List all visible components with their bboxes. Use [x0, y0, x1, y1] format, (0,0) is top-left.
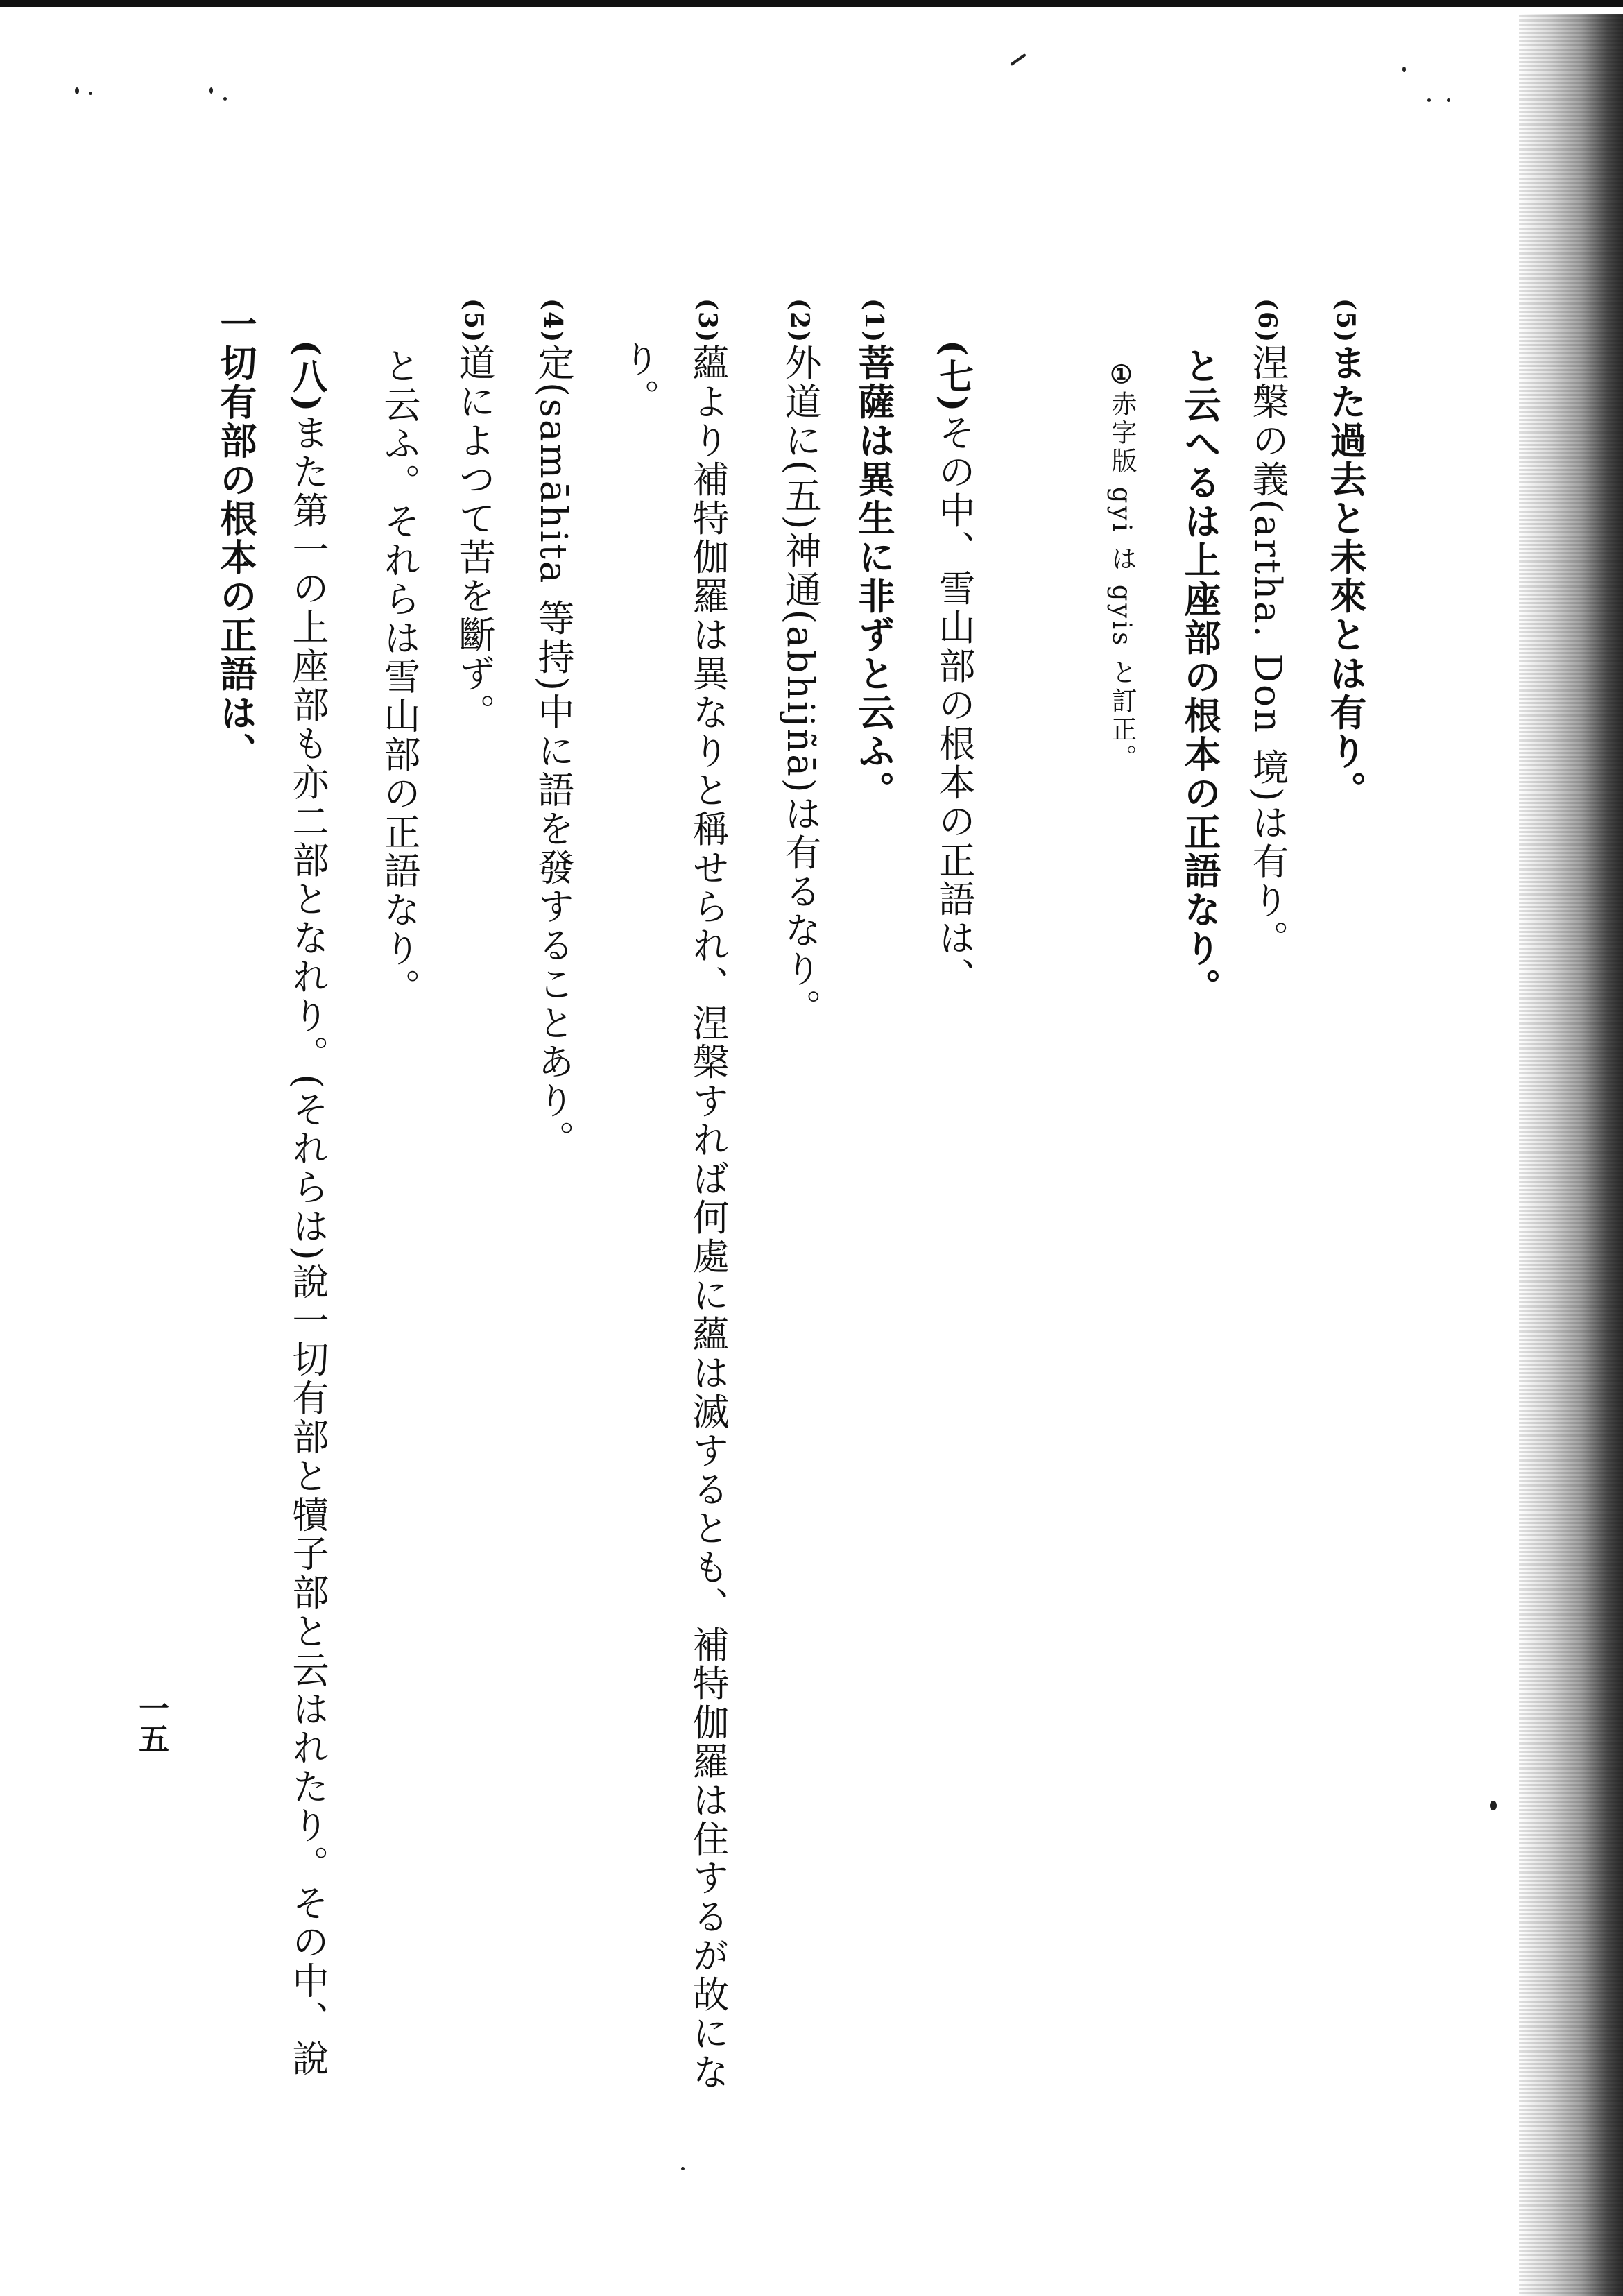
note-marker: (2) [785, 298, 814, 344]
text-column [529, 298, 577, 1159]
column-text: 一切有部の根本の正語は、 [214, 305, 257, 771]
scan-speck [209, 87, 213, 94]
text-column [212, 305, 260, 771]
scan-speck [681, 2167, 685, 2170]
text-column [1243, 298, 1291, 959]
scan-speck [1490, 1801, 1497, 1810]
column-text: 定(samāhita 等持)中に語を發することあり。 [532, 343, 574, 1159]
scan-speck [1427, 98, 1431, 102]
page-number: 一五 [133, 1693, 169, 1754]
footnote-text: 赤字版 gyi は gyis と訂正。 [1107, 391, 1137, 773]
footnote-column [1097, 361, 1146, 773]
note-marker: (4) [538, 298, 567, 344]
scan-speck [89, 92, 92, 95]
column-text: 道によつて苦を斷ず。 [453, 343, 495, 733]
text-column [683, 298, 732, 2091]
text-column [283, 340, 332, 2078]
text-column [1176, 347, 1224, 1007]
scan-speck [1402, 67, 1406, 72]
text-column [1321, 298, 1370, 809]
column-text: また第一の上座部も亦二部となれり。(それらは)說一切有部と犢子部と云はれたり。その中、說 [286, 413, 329, 2078]
text-column [375, 347, 423, 1007]
scan-speck [75, 87, 79, 94]
scan-speck [1010, 53, 1027, 66]
note-marker: (6) [1253, 298, 1282, 344]
column-text: 涅槃の義(artha. Don 境)は有り。 [1246, 343, 1289, 959]
note-marker: (3) [693, 298, 722, 344]
text-column [929, 340, 978, 996]
footnote-marker: ① [1107, 361, 1136, 391]
column-text: と云へるは上座部の根本の正語なり。 [1178, 347, 1221, 1007]
column-text: 外道に(五)神通(abhijñā)は有るなり。 [779, 343, 821, 1028]
column-text: また過去と未來とは有り。 [1324, 343, 1367, 810]
top-border [0, 0, 1623, 7]
section-marker: (八) [287, 340, 328, 414]
text-column [850, 298, 898, 809]
note-marker: (1) [859, 298, 888, 344]
column-text: 菩薩は異生に非ずと云ふ。 [852, 343, 895, 810]
binding-speckle [1519, 14, 1623, 2296]
text-column [614, 340, 662, 418]
column-text: と云ふ。それらは雪山部の正語なり。 [378, 347, 420, 1007]
text-column [775, 298, 824, 1028]
note-marker: (5) [1331, 298, 1360, 344]
section-marker: (七) [934, 340, 974, 414]
column-text: その中、雪山部の根本の正語は、 [933, 413, 975, 997]
scan-speck [223, 97, 227, 101]
scan-speck [1447, 98, 1450, 102]
note-marker: (5) [459, 298, 488, 344]
column-text: り。 [617, 340, 660, 418]
column-text: 蘊より補特伽羅は異なりと稱せられ、涅槃すれば何處に蘊は滅するとも、補特伽羅は住するが故にな [687, 343, 729, 2092]
text-column [449, 298, 498, 732]
